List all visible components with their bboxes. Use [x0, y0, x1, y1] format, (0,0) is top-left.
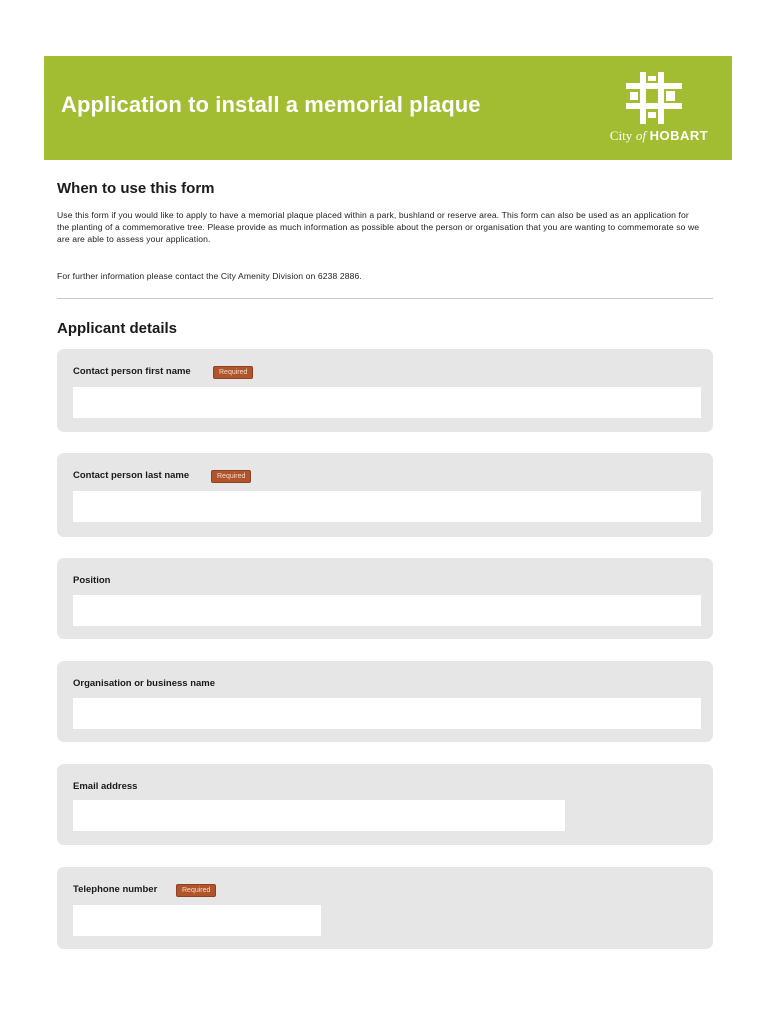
field-card-first-name: [57, 349, 713, 432]
city-of-hobart-logo-icon: [626, 72, 682, 124]
email-input[interactable]: [73, 800, 565, 831]
position-input[interactable]: [73, 595, 701, 626]
city-logo: [600, 72, 718, 144]
applicant-details-heading: Applicant details: [57, 320, 178, 337]
required-badge: Required: [213, 366, 253, 379]
header-banner: [44, 56, 732, 160]
required-badge: Required: [176, 884, 216, 897]
field-card-last-name: [57, 453, 713, 537]
contact-info: For further information please contact the City Amenity Division on 6238 2886.: [57, 271, 362, 281]
first-name-label: Contact person first name: [73, 366, 191, 377]
section-divider: [57, 298, 713, 299]
field-card-position: [57, 558, 713, 639]
telephone-input[interactable]: [73, 905, 321, 936]
position-label: Position: [73, 575, 111, 586]
page-title: Application to install a memorial plaque: [61, 92, 481, 117]
logo-hobart-text: HOBART: [649, 128, 709, 143]
when-to-use-heading: When to use this form: [57, 180, 215, 197]
telephone-label: Telephone number: [73, 884, 158, 895]
required-badge: Required: [211, 470, 251, 483]
last-name-label: Contact person last name: [73, 470, 190, 481]
organisation-label: Organisation or business name: [73, 678, 216, 689]
last-name-input[interactable]: [73, 491, 701, 522]
logo-of-text: of: [635, 128, 646, 143]
logo-wordmark: [600, 128, 718, 144]
when-to-use-body: Use this form if you would like to apply to have a memorial plaque placed within a park, bushland or reserve area. This form can also be used as an application for the planting of a commemorative tree. Please provide as much information as possible about the person or organisation that you are wanting to commemorate so we are are able to assess your application.: [57, 210, 700, 244]
email-label: Email address: [73, 781, 138, 792]
field-card-organisation: [57, 661, 713, 742]
field-card-email: [57, 764, 713, 845]
organisation-input[interactable]: [73, 698, 701, 729]
first-name-input[interactable]: [73, 387, 701, 418]
field-card-telephone: [57, 867, 713, 949]
logo-city-text: City: [609, 128, 633, 143]
